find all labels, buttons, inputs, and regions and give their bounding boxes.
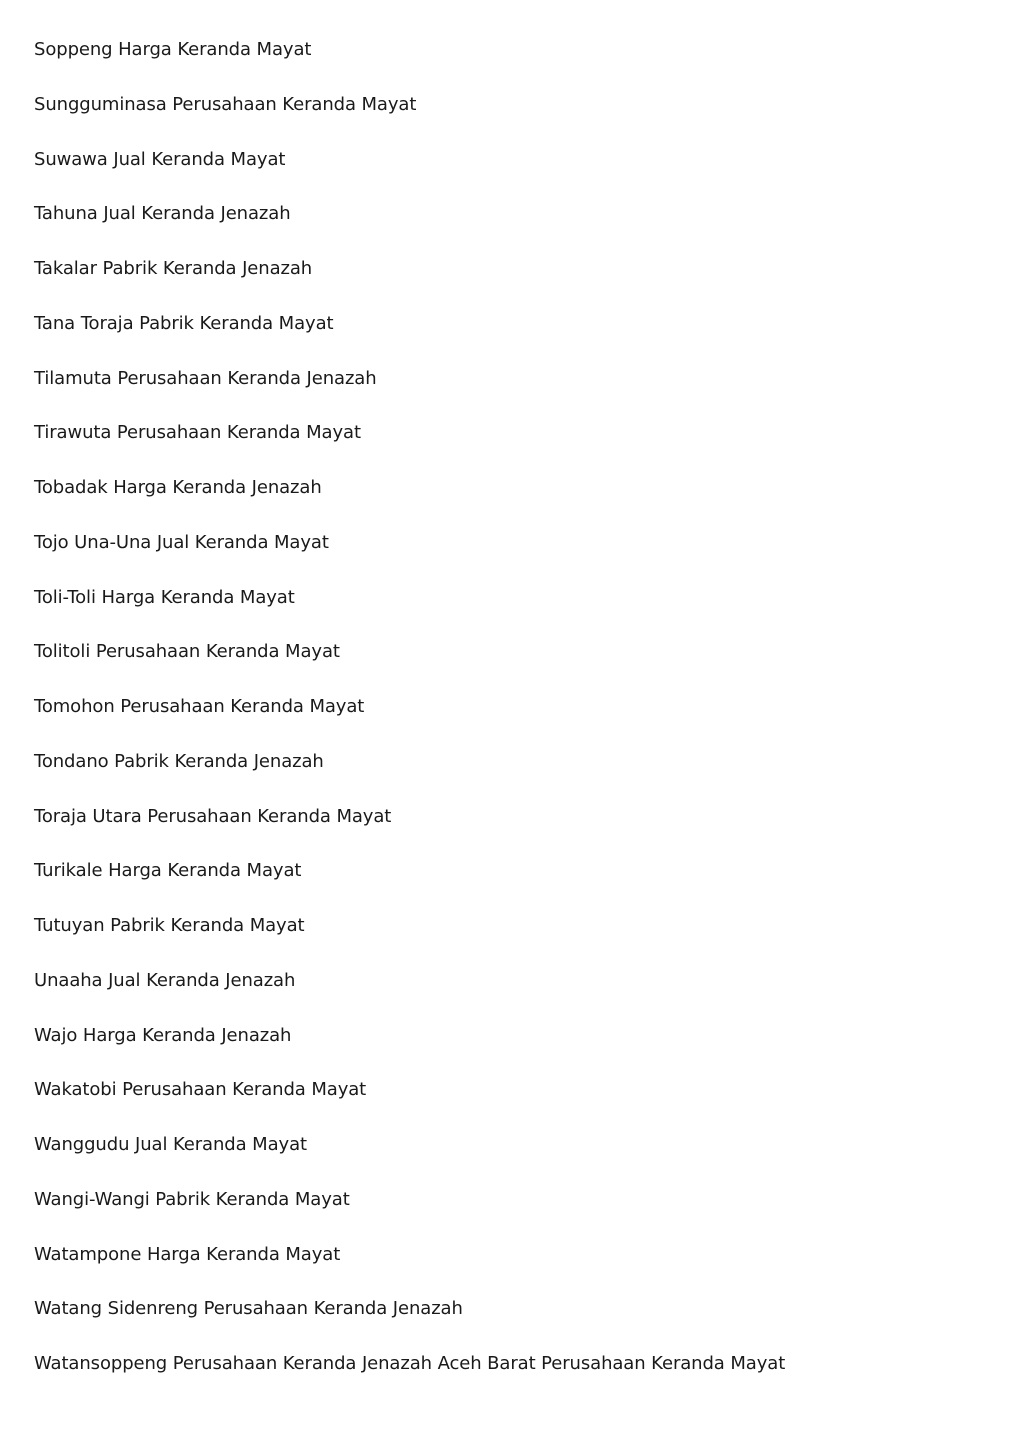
text-line: Tutuyan Pabrik Keranda Mayat [34, 915, 305, 936]
text-line: Turikale Harga Keranda Mayat [34, 860, 302, 882]
text-line: Tondano Pabrik Keranda Jenazah [34, 750, 324, 772]
text-line: Toraja Utara Perusahaan Keranda Mayat [34, 805, 392, 827]
text-line: Takalar Pabrik Keranda Jenazah [34, 258, 313, 279]
text-line: Tahuna Jual Keranda Jenazah [34, 203, 291, 225]
text-line: Suwawa Jual Keranda Mayat [34, 148, 286, 170]
text-line: Watampone Harga Keranda Mayat [34, 1243, 341, 1265]
text-line: Watang Sidenreng Perusahaan Keranda Jenazah [34, 1298, 463, 1320]
text-line: Tobadak Harga Keranda Jenazah [34, 477, 322, 498]
text-line: Sungguminasa Perusahaan Keranda Mayat [34, 93, 417, 115]
text-line: Watansoppeng Perusahaan Keranda Jenazah Aceh Barat Perusahaan Keranda Mayat [34, 1353, 786, 1374]
text-line-list [34, 36, 994, 1405]
text-line: Wangi-Wangi Pabrik Keranda Mayat [34, 1188, 350, 1210]
text-line: Soppeng Harga Keranda Mayat [34, 39, 312, 60]
text-line: Tirawuta Perusahaan Keranda Mayat [34, 422, 361, 444]
text-line: Wanggudu Jual Keranda Mayat [34, 1134, 307, 1155]
text-line: Toli-Toli Harga Keranda Mayat [34, 586, 295, 608]
text-line: Tojo Una-Una Jual Keranda Mayat [34, 531, 329, 553]
text-line: Unaaha Jual Keranda Jenazah [34, 969, 296, 991]
text-line: Tolitoli Perusahaan Keranda Mayat [34, 641, 340, 663]
text-line: Wakatobi Perusahaan Keranda Mayat [34, 1079, 367, 1101]
text-line: Tomohon Perusahaan Keranda Mayat [34, 696, 365, 717]
text-line: Tilamuta Perusahaan Keranda Jenazah [34, 367, 377, 389]
text-line: Tana Toraja Pabrik Keranda Mayat [34, 312, 334, 334]
text-line: Wajo Harga Keranda Jenazah [34, 1024, 292, 1046]
